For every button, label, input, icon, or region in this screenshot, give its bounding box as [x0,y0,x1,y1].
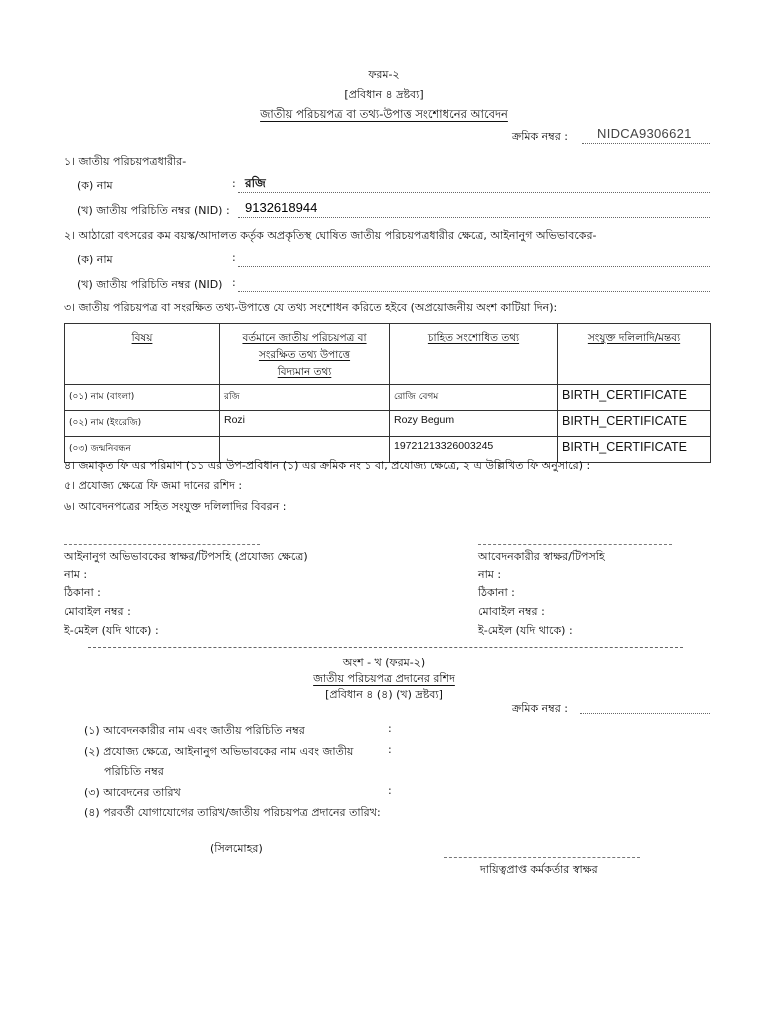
serial-value: NIDCA9306621 [597,126,692,141]
row-subject: (০১) নাম (বাংলা) [65,385,220,411]
form-title: জাতীয় পরিচয়পত্র বা তথ্য-উপাত্ত সংশোধনের আবেদন [260,107,508,121]
receipt-item-2: (২) প্রযোজ্য ক্ষেত্রে, আইনানুগ অভিভাবকের নাম এবং জাতীয় [84,745,354,758]
receipt-serial-label: ক্রমিক নম্বর : [512,702,568,715]
holder-nid-value: 9132618944 [245,200,318,215]
guardian-mobile-field: মোবাইল নম্বর : [64,605,131,618]
guardian-email-field: ই-মেইল (যদি থাকে) : [64,624,159,637]
col-current-header: বর্তমানে জাতীয় পরিচয়পত্র বা সংরক্ষিত তথ্য উপাত্তে বিদ্যমান তথ্য [220,324,390,385]
guardian-name-field: নাম : [64,568,88,581]
table-row [65,411,711,437]
applicant-email-field: ই-মেইল (যদি থাকে) : [478,624,573,637]
applicant-signature-line [478,544,672,545]
guardian-name-label: (ক) নাম [77,253,113,266]
holder-name-dotline [238,192,710,193]
seal-label: (সিলমোহর) [210,842,263,855]
receipt-item-4: (৪) পরবর্তী যোগাযোগের তারিখ/জাতীয় পরিচয়পত্র প্রদানের তারিখ: [84,806,381,819]
tear-off-divider [88,647,683,648]
col-subject-header: বিষয় [65,324,220,385]
receipt-item-3: (৩) আবেদনের তারিখ [84,786,181,799]
receipt-item-3-colon: : [388,784,392,797]
guardian-signature-label: আইনানুগ অভিভাবকের স্বাক্ষর/টিপসহি (প্রযোজ্য ক্ষেত্রে) [64,550,308,563]
row-requested: Rozy Begum [390,411,558,437]
section6-attachments: ৬। আবেদনপত্রের সহিত সংযুক্ত দলিলাদির বিবরন : [64,500,287,513]
guardian-address-field: ঠিকানা : [64,586,101,599]
col-requested-header: চাহিত সংশোধিত তথ্য [390,324,558,385]
row-requested: 19721213326003245 [390,437,558,463]
guardian-name-dotline [238,266,710,267]
receipt-serial-dotline [580,713,710,714]
section5-fee-receipt: ৫। প্রযোজ্য ক্ষেত্রে ফি জমা দানের রশিদ : [64,479,243,492]
guardian-nid-dotline [238,291,710,292]
receipt-item-2-colon: : [388,743,392,756]
section1-heading: ১। জাতীয় পরিচয়পত্রধারীর- [64,155,187,168]
receipt-part-label: অংশ - খ (ফরম-২) [342,656,426,669]
receipt-rule-reference: [প্রবিধান ৪ (৪) (খ) দ্রষ্টব্য] [325,688,443,701]
guardian-nid-label: (খ) জাতীয় পরিচিতি নম্বর (NID) [77,278,223,291]
applicant-address-field: ঠিকানা : [478,586,515,599]
row-requested: রোজি বেগম [390,385,558,411]
section2-heading: ২। আঠারো বৎসরের কম বয়স্ক/আদালত কর্তৃক অপ্রকৃতিস্থ ঘোষিত জাতীয় পরিচয়পত্রধারীর ক্ষেত্রে, আইনানুগ অভিভাবকের- [64,229,597,242]
holder-name-label: (ক) নাম [77,179,113,192]
section4-fee-amount: ৪। জমাকৃত ফি এর পরিমাণ (১১ এর উপ-প্রবিধান (১) এর ক্রমিক নং ১ বা, প্রযোজ্য ক্ষেত্রে, ২ এ উল্লিখিত ফি অনুসারে) : [64,459,591,472]
section3-heading: ৩। জাতীয় পরিচয়পত্র বা সংরক্ষিত তথ্য-উপাত্তে যে তথ্য সংশোধন করিতে হইবে (অপ্রয়োজনীয় অংশ কাটিয়া দিন): [64,301,558,314]
receipt-item-1: (১) আবেদনকারীর নাম এবং জাতীয় পরিচিতি নম্বর [84,724,305,737]
guardian-name-colon: : [232,251,236,264]
row-document: BIRTH_CERTIFICATE [558,437,711,463]
guardian-signature-line [64,544,260,545]
holder-nid-label: (খ) জাতীয় পরিচিতি নম্বর (NID) : [77,204,230,217]
correction-table [64,323,711,463]
applicant-mobile-field: মোবাইল নম্বর : [478,605,545,618]
receipt-item-2-cont: পরিচিতি নম্বর [104,765,164,778]
row-document: BIRTH_CERTIFICATE [558,385,711,411]
row-document: BIRTH_CERTIFICATE [558,411,711,437]
receipt-item-1-colon: : [388,722,392,735]
officer-signature-line [444,857,640,858]
col-documents-header: সংযুক্ত দলিলাদি/মন্তব্য [558,324,711,385]
holder-name-value: রজি [245,176,266,190]
serial-dotline [582,143,710,144]
officer-signature-label: দায়িত্বপ্রাপ্ত কর্মকর্তার স্বাক্ষর [480,863,598,876]
applicant-name-field: নাম : [478,568,502,581]
guardian-nid-colon: : [232,276,236,289]
table-header-row [65,324,711,385]
row-subject: (০২) নাম (ইংরেজি) [65,411,220,437]
holder-name-colon: : [232,177,236,190]
holder-nid-dotline [238,217,710,218]
row-current: Rozi [220,411,390,437]
applicant-signature-label: আবেদনকারীর স্বাক্ষর/টিপসহি [478,550,605,563]
rule-reference: [প্রবিধান ৪ দ্রষ্টব্য] [344,88,424,101]
serial-label: ক্রমিক নম্বর : [512,130,568,143]
table-row [65,385,711,411]
row-subject: (০৩) জন্মনিবন্ধন [65,437,220,463]
row-current: রজি [220,385,390,411]
form-number: ফরম-২ [368,68,400,81]
receipt-title: জাতীয় পরিচয়পত্র প্রদানের রশিদ [313,672,455,685]
